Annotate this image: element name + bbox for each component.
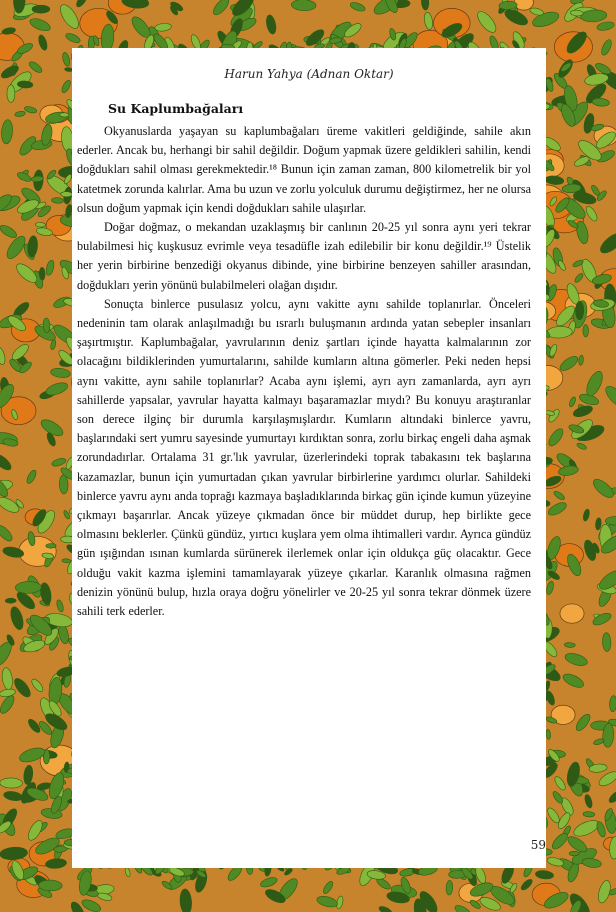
paragraph: Sonuçta binlerce pusulasız yolcu, aynı vakitte aynı sahilde toplanırlar. Önceleri nedeninin tam olarak anlaşılmadığı bu ısrarlı buluşmanın ardında yatan sebepler insanları şaşırtmıştır. Kaplumbağalar, yavrularının deniz şartları içinde hayatta kalmalarının zor olacağını bildiklerinden yumurtalarını, sahilde kumların altına gömerler. Peki neden hepsi aynı vakitte, aynı sahile toplanırlar? Acaba aynı işlemi, ayrı ayrı zamanlarda, ayrı ayrı sahillerde yapsalar, yavrular hayatta kalmayı başaramazlar mıydı? Bu konuyu araştıranlar son derece ilginç bir durumla karşılaşmışlardır. Kumların altındaki binlerce yavru, başlarındaki sert yumru sayesinde yumurtayı kırdıktan sonra, zorlu birkaç engeli daha aşmak zorundadırlar. Ortalama 31 gr.'lık yavrular, üzerlerindeki toprak tabakasını tek başlarına kazamazlar, bunun için yumurtadan çıkan yavrular birbirlerine yardımcı olurlar. Sahildeki binlerce yavru aynı anda toprağı kazmaya başladıklarında birkaç gün içinde kumun yüzeyine çıkmayı başarırlar. Ancak yüzeye çıkmadan önce bir müddet durup, hep birlikte gece olmasını beklerler. Çünkü gündüz, yırtıcı kuşlara yem olma ihtimalleri vardır. Ayrıca gündüz gün ışığından ısınan kumlarda sürünerek ilerlemek onlar için oldukça güç olacaktır. Gece olduğu vakit kazma işlemini tamamlayarak yüzeye çıkarlar. Karanlık olmasına rağmen denizin yönünü bulup, hızla oraya doğru yönelirler ve 20-25 yıl sonra tekrar dönmek üzere sahili terk ederler. (77, 296, 531, 619)
page-content (72, 48, 546, 868)
paragraph: Doğar doğmaz, o mekandan uzaklaşmış bir canlının 20-25 yıl sonra aynı yeri tekrar bulabilmesi hiç kuşkusuz evrimle veya tesadüfle izah edilebilir bir konu değildir.¹⁹ Üstelik her yerin birbirine benzediği okyanus dibinde, yine birbirine benzeyen sahiller arasından, doğdukları yerin yönünü bulabilmeleri olağan dışıdır. (77, 220, 531, 292)
paragraph: Okyanuslarda yaşayan su kaplumbağaları üreme vakitleri geldiğinde, sahile akın ederler. Ancak bu, herhangi bir sahil değildir. Doğum yapmak üzere geldikleri sahilin, kendi doğdukları sahil olması gerekmektedir.¹⁸ Bunun için zaman zaman, 800 kilometrelik bir yol katetmek zorunda kalırlar. Ama bu uzun ve zorlu yolculuk durumu değiştirmez, her ne olursa olsun doğum yapmak için kendi doğdukları sahile ulaşırlar. (77, 124, 531, 215)
page-number: 59 (530, 838, 546, 852)
body-text (77, 122, 531, 621)
section-heading: Su Kaplumbağaları (108, 101, 244, 116)
running-head: Harun Yahya (Adnan Oktar) (224, 67, 394, 81)
